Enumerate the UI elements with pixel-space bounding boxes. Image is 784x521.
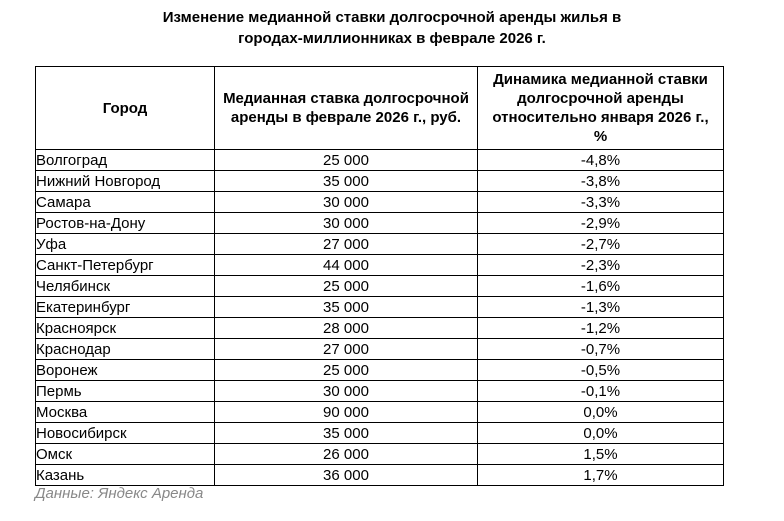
- header-rate: Медианная ставка долгосрочной аренды в феврале 2026 г., руб.: [215, 67, 478, 150]
- table-row: [36, 444, 724, 465]
- table-body: [36, 150, 724, 486]
- city-cell: Волгоград: [36, 150, 215, 171]
- change-cell: -2,7%: [478, 234, 724, 255]
- city-cell: Новосибирск: [36, 423, 215, 444]
- change-cell: -3,8%: [478, 171, 724, 192]
- table-row: [36, 402, 724, 423]
- source-note: Данные: Яндекс Аренда: [35, 485, 204, 502]
- rate-cell: 27 000: [215, 234, 478, 255]
- header-change: Динамика медианной ставки долгосрочной аренды относительно января 2026 г., %: [478, 67, 724, 150]
- table-row: [36, 339, 724, 360]
- rate-cell: 36 000: [215, 465, 478, 486]
- table-row: [36, 150, 724, 171]
- table-row: [36, 360, 724, 381]
- rate-cell: 35 000: [215, 171, 478, 192]
- change-cell: -0,1%: [478, 381, 724, 402]
- table-row: [36, 213, 724, 234]
- table-row: [36, 234, 724, 255]
- rate-cell: 25 000: [215, 150, 478, 171]
- city-cell: Челябинск: [36, 276, 215, 297]
- table-row: [36, 465, 724, 486]
- change-cell: 1,7%: [478, 465, 724, 486]
- change-cell: -1,6%: [478, 276, 724, 297]
- table-row: [36, 276, 724, 297]
- city-cell: Москва: [36, 402, 215, 423]
- table-row: [36, 318, 724, 339]
- change-cell: -2,3%: [478, 255, 724, 276]
- rate-cell: 30 000: [215, 213, 478, 234]
- rate-cell: 25 000: [215, 276, 478, 297]
- change-cell: -0,5%: [478, 360, 724, 381]
- header-city: Город: [36, 67, 215, 150]
- city-cell: Краснодар: [36, 339, 215, 360]
- rate-cell: 90 000: [215, 402, 478, 423]
- page-title: [0, 7, 784, 49]
- city-cell: Казань: [36, 465, 215, 486]
- change-cell: 0,0%: [478, 423, 724, 444]
- rate-cell: 44 000: [215, 255, 478, 276]
- rate-cell: 30 000: [215, 192, 478, 213]
- title-line-2: городах-миллионниках в феврале 2026 г.: [238, 30, 546, 47]
- change-cell: -3,3%: [478, 192, 724, 213]
- table-row: [36, 255, 724, 276]
- table-row: [36, 192, 724, 213]
- change-cell: -0,7%: [478, 339, 724, 360]
- rate-cell: 30 000: [215, 381, 478, 402]
- change-cell: -4,8%: [478, 150, 724, 171]
- city-cell: Уфа: [36, 234, 215, 255]
- rate-cell: 35 000: [215, 423, 478, 444]
- rate-cell: 26 000: [215, 444, 478, 465]
- title-line-1: Изменение медианной ставки долгосрочной аренды жилья в: [162, 9, 622, 26]
- table-row: [36, 297, 724, 318]
- rent-table: [35, 66, 724, 486]
- rate-cell: 28 000: [215, 318, 478, 339]
- city-cell: Красноярск: [36, 318, 215, 339]
- table-header-row: [36, 67, 724, 150]
- change-cell: -1,2%: [478, 318, 724, 339]
- change-cell: -2,9%: [478, 213, 724, 234]
- city-cell: Нижний Новгород: [36, 171, 215, 192]
- change-cell: 1,5%: [478, 444, 724, 465]
- table-row: [36, 423, 724, 444]
- rate-cell: 25 000: [215, 360, 478, 381]
- city-cell: Пермь: [36, 381, 215, 402]
- city-cell: Омск: [36, 444, 215, 465]
- city-cell: Екатеринбург: [36, 297, 215, 318]
- city-cell: Ростов-на-Дону: [36, 213, 215, 234]
- city-cell: Санкт-Петербург: [36, 255, 215, 276]
- city-cell: Самара: [36, 192, 215, 213]
- change-cell: 0,0%: [478, 402, 724, 423]
- rate-cell: 27 000: [215, 339, 478, 360]
- table-row: [36, 381, 724, 402]
- city-cell: Воронеж: [36, 360, 215, 381]
- rate-cell: 35 000: [215, 297, 478, 318]
- change-cell: -1,3%: [478, 297, 724, 318]
- table-row: [36, 171, 724, 192]
